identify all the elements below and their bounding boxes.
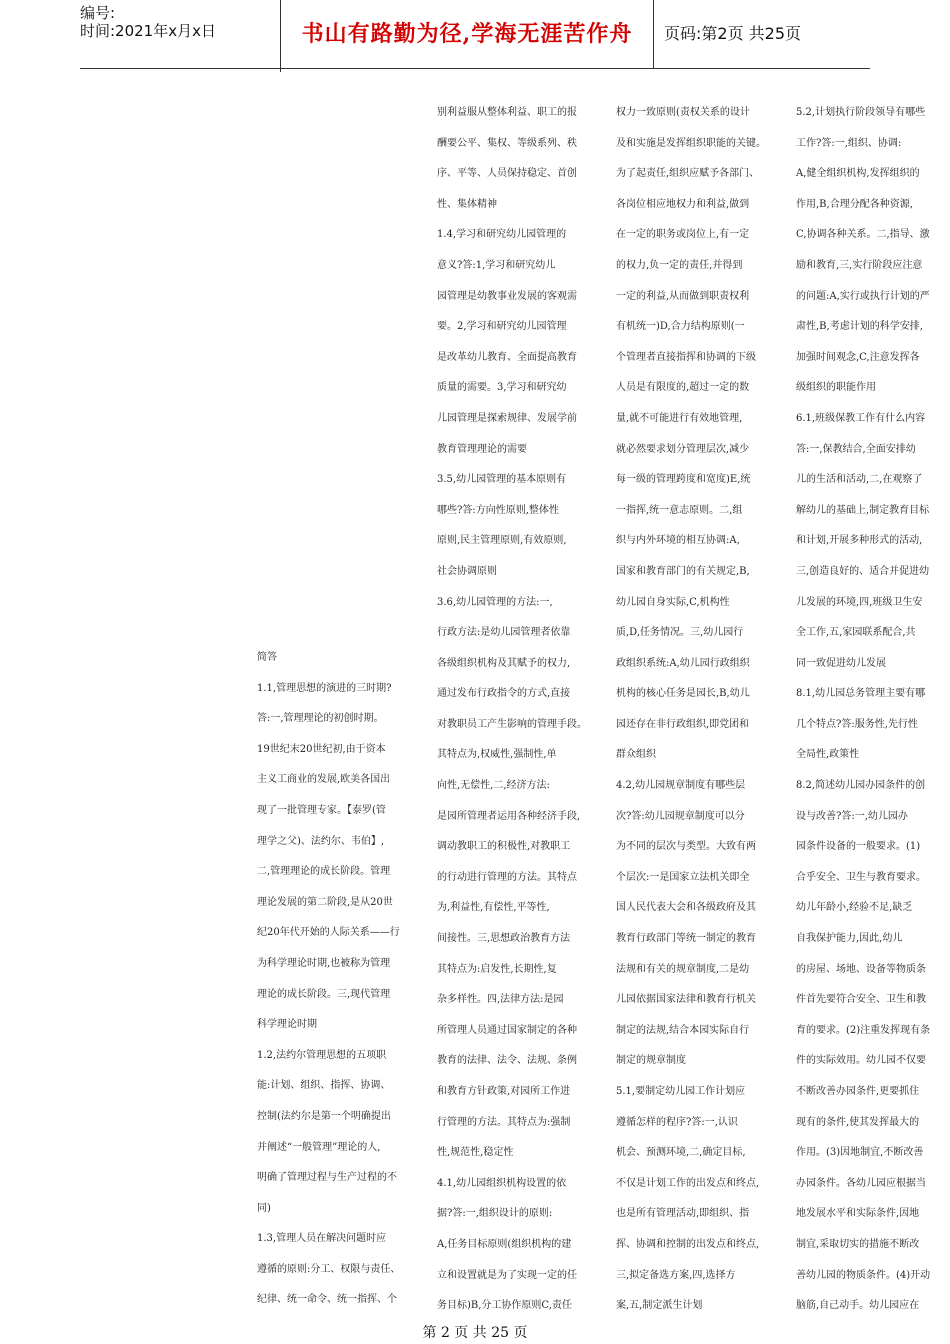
text-line: 3.6,幼儿园管理的方法:一, xyxy=(437,596,553,608)
text-line: 杂多样性。四,法律方法:是园 xyxy=(437,994,564,1006)
text-line: 5.2,计划执行阶段领导有哪些 xyxy=(796,107,926,118)
text-line: 在一定的职务或岗位上,有一定 xyxy=(616,229,750,241)
text-line: 个管理者直接指挥和协调的下级 xyxy=(616,351,756,363)
text-line: 育的要求。(2)注重发挥现有条 xyxy=(796,1024,931,1036)
text-line: 自我保护能力,因此,幼儿 xyxy=(796,933,903,945)
header-motto: 书山有路勤为径,学海无涯苦作舟 xyxy=(281,0,654,68)
text-line: 三,创造良好的、适合并促进幼 xyxy=(796,565,930,577)
text-line: 3.5,幼儿园管理的基本原则有 xyxy=(437,474,567,486)
text-line: 工作?答:一,组织、协调: xyxy=(796,137,902,149)
text-line: 善幼儿园的物质条件。(4)开动 xyxy=(796,1269,931,1281)
text-line: 几个特点?答:服务性,先行性 xyxy=(796,718,918,730)
text-line: 各岗位相应地权力和利益,做到 xyxy=(616,198,750,210)
text-line: A,健全组织机构,发挥组织的 xyxy=(796,168,920,180)
text-line: 就必然要求划分管理层次,减少 xyxy=(616,443,750,455)
text-line: 地发展水平和实际条件,因地 xyxy=(796,1208,920,1220)
text-line: 儿园依据国家法律和教育行机关 xyxy=(616,994,756,1006)
text-line: 6.1,班级保教工作有什么内容 xyxy=(796,412,926,424)
text-line: 答:一,管理理论的初创时期。 xyxy=(257,713,384,725)
text-line: 政组织系统:A,幼儿园行政组织 xyxy=(616,657,750,669)
text-line: 幼儿园自身实际,C,机构性 xyxy=(616,596,730,608)
text-line: 儿发展的环境,四,班级卫生安 xyxy=(796,596,923,608)
text-line: 为了起责任,组织应赋予各部门、 xyxy=(616,168,760,180)
text-line: 答:一,保教结合,全面安排幼 xyxy=(796,443,916,455)
text-column-2 xyxy=(437,98,587,1322)
text-line: 通过发布行政指令的方式,直接 xyxy=(437,688,571,700)
text-column-3 xyxy=(616,98,766,1322)
text-line: 不断改善办园条件,更要抓住 xyxy=(796,1086,920,1097)
text-line: 社会协调原则 xyxy=(437,565,497,577)
text-line: 间接性。三,思想政治教育方法 xyxy=(437,933,571,945)
document-number-label: 编号: xyxy=(80,4,116,22)
text-line: 合乎安全、卫生与教育要求。 xyxy=(796,871,926,883)
text-line: 8.2,简述幼儿园办园条件的创 xyxy=(796,780,926,792)
text-column-1 xyxy=(257,643,401,1316)
text-column-4 xyxy=(796,98,930,1322)
text-line: 纪律、统一命令、统一指挥、个 xyxy=(257,1294,397,1306)
text-line: 级组织的职能作用 xyxy=(796,382,876,394)
text-line: 次?答:幼儿园规章制度可以分 xyxy=(616,810,745,822)
text-line: 办园条件。各幼儿园应根据当 xyxy=(796,1177,926,1189)
text-line: 简答 xyxy=(257,652,277,663)
text-line: 质,D,任务情况。三,幼儿园行 xyxy=(616,627,744,639)
text-line: 1.4,学习和研究幼儿园管理的 xyxy=(437,229,567,241)
text-line: 个层次:一是国家立法机关即全 xyxy=(616,871,750,883)
text-line: 行管理的方法。其特点为:强制 xyxy=(437,1116,571,1128)
text-line: 现了一批管理专家。【泰罗(管 xyxy=(257,804,386,816)
text-line: 是园所管理者运用各种经济手段, xyxy=(437,810,581,822)
text-line: 控制(法约尔是第一个明确提出 xyxy=(257,1110,391,1122)
page-footer: 第 2 页 共 25 页 xyxy=(422,1325,528,1341)
text-line: 的房屋、场地、设备等物质条 xyxy=(796,963,926,975)
text-line: 机会、预测环境,二,确定目标, xyxy=(616,1147,746,1159)
text-line: 儿园管理是探索规律、发展学前 xyxy=(437,412,577,424)
text-line: 遵循的原则:分工、权限与责任、 xyxy=(257,1263,401,1275)
text-line: 同) xyxy=(257,1202,271,1214)
text-line: 并阐述“一般管理”理论的人, xyxy=(257,1141,381,1153)
text-line: 据?答:一,组织设计的原则: xyxy=(437,1208,553,1220)
text-line: 作用,B,合理分配各种资源, xyxy=(796,198,913,210)
text-line: 制定的规章制度 xyxy=(616,1055,686,1067)
text-line: 教育的法律、法令、法规、条例 xyxy=(437,1055,577,1067)
text-line: 理论发展的第二阶段,是从20世 xyxy=(257,896,393,908)
text-line: 主义工商业的发展,欧美各国出 xyxy=(257,774,391,786)
text-line: 性、集体精神 xyxy=(437,198,497,210)
text-line: 对教职员工产生影响的管理手段。 xyxy=(437,718,587,730)
text-line: 1.2,法约尔管理思想的五项职 xyxy=(257,1049,387,1061)
text-line: 务目标)B,分工协作原则C,责任 xyxy=(437,1300,572,1312)
text-line: 纪20年代开始的人际关系——行 xyxy=(257,927,400,939)
text-line: 脑筋,自己动手。幼儿园应在 xyxy=(796,1300,920,1312)
text-line: 儿的生活和活动,二,在观察了 xyxy=(796,474,923,486)
header-page-info: 页码:第2页 共25页 xyxy=(664,24,802,43)
text-line: 设与改善?答:一,幼儿园办 xyxy=(796,810,908,822)
text-line: 立和设置就是为了实现一定的任 xyxy=(437,1269,577,1281)
text-line: 一指挥,统一意志原则。二,组 xyxy=(616,504,743,516)
text-line: 和计划,开展多种形式的活动, xyxy=(796,535,923,547)
text-line: 件的实际效用。幼儿园不仅要 xyxy=(796,1055,926,1067)
text-line: 同一致促进幼儿发展 xyxy=(796,657,886,669)
text-line: 励和教育,三,实行阶段应注意 xyxy=(796,259,923,271)
text-line: 质量的需要。3,学习和研究幼 xyxy=(437,382,567,394)
text-line: 作用。(3)因地制宜,不断改善 xyxy=(796,1147,924,1159)
text-line: 园条件设备的一般要求。(1) xyxy=(796,841,921,853)
text-line: 遵循怎样的程序?答:一,认识 xyxy=(616,1116,738,1128)
text-line: 挥、协调和控制的出发点和终点, xyxy=(616,1238,760,1250)
text-line: 国家和教育部门的有关规定,B, xyxy=(616,565,750,577)
text-line: 意义?答:1,学习和研究幼儿 xyxy=(437,259,556,271)
text-line: 4.1,幼儿园组织机构设置的依 xyxy=(437,1177,567,1189)
text-line: 哪些?答:方向性原则,整体性 xyxy=(437,504,559,516)
text-line: 的权力,负一定的责任,并得到 xyxy=(616,259,743,271)
text-line: 案,五,制定派生计划 xyxy=(616,1300,703,1312)
text-line: 19世纪末20世纪初,由于资本 xyxy=(257,743,386,755)
text-line: C,协调各种关系。二,指导、激 xyxy=(796,229,930,241)
text-line: 原则,民主管理原则,有效原则, xyxy=(437,535,567,547)
text-line: 一定的利益,从而做到职责权利 xyxy=(616,290,750,302)
text-line: 教育管理理论的需要 xyxy=(437,443,527,455)
text-line: 理论的成长阶段。三,现代管理 xyxy=(257,988,391,1000)
text-line: 5.1,要制定幼儿园工作计划应 xyxy=(616,1086,746,1097)
text-line: 制宜,采取切实的措施不断改 xyxy=(796,1238,920,1250)
text-line: 为不同的层次与类型。大致有两 xyxy=(616,841,756,853)
text-line: 能:计划、组织、指挥、协调、 xyxy=(257,1080,391,1092)
text-line: 不仅是计划工作的出发点和终点, xyxy=(616,1177,760,1189)
text-line: 也是所有管理活动,即组织、指 xyxy=(616,1208,750,1220)
text-line: 现有的条件,使其发挥最大的 xyxy=(796,1116,920,1128)
text-line: 酬要公平、集权、等级系列、秩 xyxy=(437,137,577,149)
text-line: 的问题:A,实行或执行计划的严 xyxy=(796,290,930,302)
text-line: 所管理人员通过国家制定的各种 xyxy=(437,1024,577,1036)
text-line: 二,管理理论的成长阶段。管理 xyxy=(257,866,391,878)
text-line: 别利益服从整体利益、职工的报 xyxy=(437,107,577,118)
text-line: 全工作,五,家园联系配合,共 xyxy=(796,627,916,639)
text-line: 是改革幼儿教育、全面提高教育 xyxy=(437,351,577,363)
text-line: 1.1,管理思想的演进的三时期? xyxy=(257,682,392,694)
text-line: 向性,无偿性,二,经济方法: xyxy=(437,780,550,792)
text-line: 性,规范性,稳定性 xyxy=(437,1147,514,1159)
text-line: 及和实施是发挥组织职能的关键。 xyxy=(616,137,766,149)
text-line: 理学之父)、法约尔、韦伯】, xyxy=(257,835,385,847)
header-meta xyxy=(80,0,281,72)
text-line: 件首先要符合安全、卫生和教 xyxy=(796,994,926,1006)
text-line: 肃性,B,考虑计划的科学安排, xyxy=(796,321,923,333)
text-line: 机构的核心任务是园长,B,幼儿 xyxy=(616,688,750,700)
text-line: 各级组织机构及其赋予的权力, xyxy=(437,657,571,669)
text-line: 其特点为,权威性,强制性,单 xyxy=(437,749,557,761)
text-line: A,任务目标原则(组织机构的建 xyxy=(437,1238,572,1250)
text-line: 8.1,幼儿园总务管理主要有哪 xyxy=(796,688,926,700)
text-line: 调动教职工的积极性,对教职工 xyxy=(437,841,571,853)
text-line: 行政方法:是幼儿园管理者依靠 xyxy=(437,627,571,639)
text-line: 科学理论时期 xyxy=(257,1019,317,1031)
text-line: 要。2,学习和研究幼儿园管理 xyxy=(437,321,567,333)
text-line: 为,利益性,有偿性,平等性, xyxy=(437,902,550,914)
text-line: 4.2,幼儿园规章制度有哪些层 xyxy=(616,780,746,792)
text-line: 织与内外环境的相互协调:A, xyxy=(616,535,740,547)
text-line: 教育行政部门等统一制定的教育 xyxy=(616,933,756,945)
text-line: 1.3,管理人员在解决问题时应 xyxy=(257,1233,387,1245)
text-line: 其特点为:启发性,长期性,复 xyxy=(437,963,557,975)
text-line: 每一级的管理跨度和宽度)E,统 xyxy=(616,474,751,486)
text-line: 全局性,政策性 xyxy=(796,749,860,761)
text-line: 群众组织 xyxy=(616,749,656,761)
text-line: 法规和有关的规章制度,二是幼 xyxy=(616,963,750,975)
text-line: 的行动进行管理的方法。其特点 xyxy=(437,871,577,883)
text-line: 园还存在非行政组织,即党团和 xyxy=(616,718,750,730)
text-line: 园管理是幼教事业发展的客观需 xyxy=(437,290,577,302)
text-line: 有机统一)D,合力结构原则(一 xyxy=(616,321,745,333)
text-line: 制定的法规,结合本园实际自行 xyxy=(616,1024,750,1036)
text-line: 和教育方针政策,对园所工作进 xyxy=(437,1086,571,1097)
text-line: 幼儿年龄小,经验不足,缺乏 xyxy=(796,902,913,914)
text-line: 三,拟定备选方案,四,选择方 xyxy=(616,1269,736,1281)
text-line: 解幼儿的基础上,制定教育目标 xyxy=(796,504,930,516)
text-line: 为科学理论时期,也被称为管理 xyxy=(257,957,391,969)
page-header xyxy=(80,0,870,69)
text-line: 加强时间观念,C,注意发挥各 xyxy=(796,351,920,363)
text-line: 国人民代表大会和各级政府及其 xyxy=(616,902,756,914)
text-line: 明确了管理过程与生产过程的不 xyxy=(257,1172,397,1184)
text-line: 人员是有限度的,超过一定的数 xyxy=(616,382,750,394)
text-line: 权力一致原则(责权关系的设计 xyxy=(616,107,750,118)
text-line: 量,就不可能进行有效地管理, xyxy=(616,412,743,424)
document-date-label: 时间:2021年x月x日 xyxy=(80,22,216,40)
text-line: 序、平等、人员保持稳定、首创 xyxy=(437,168,577,180)
